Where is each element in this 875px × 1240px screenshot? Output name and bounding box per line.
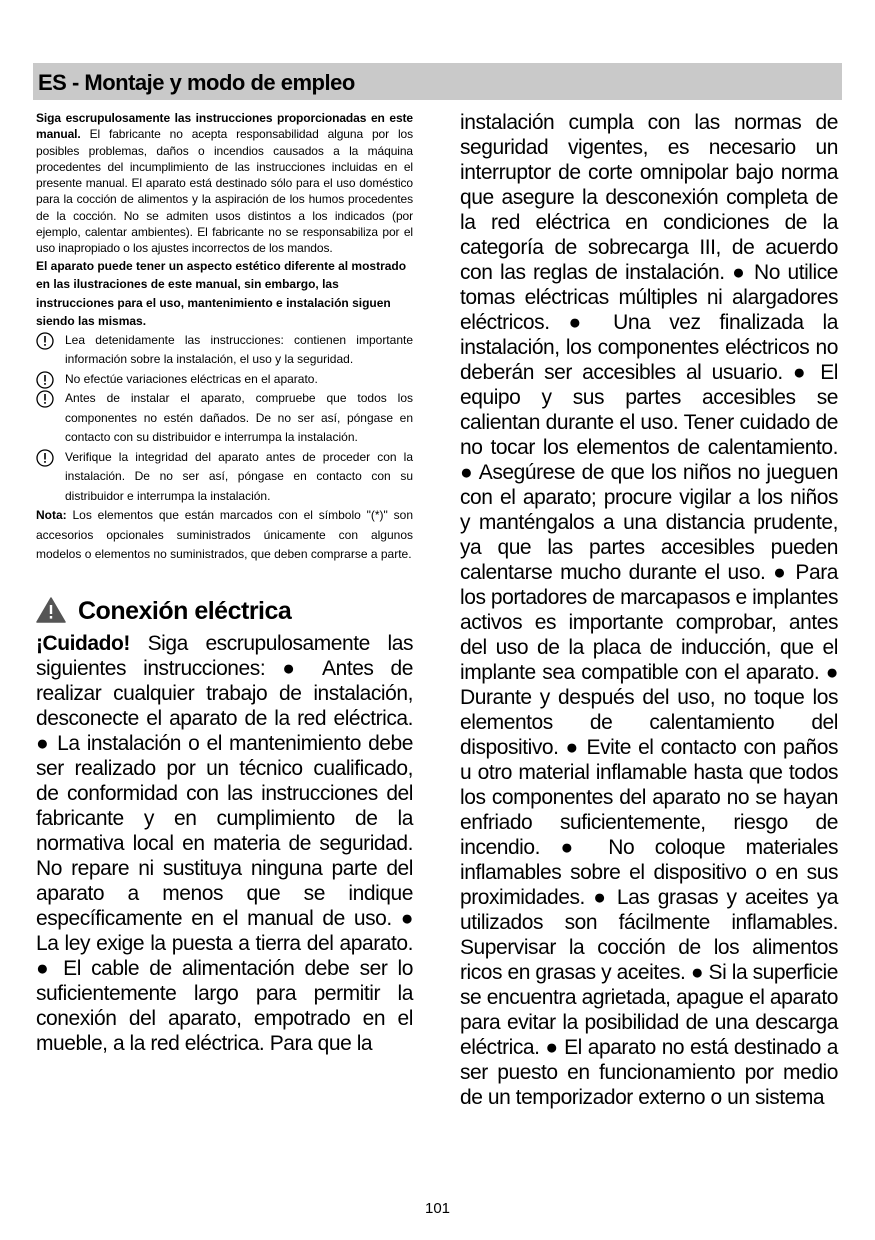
note-label: Nota: (36, 508, 67, 523)
caution-label: ¡Cuidado! (36, 631, 130, 655)
header-title: ES - Montaje y modo de empleo (38, 70, 355, 95)
note-text: Los elementos que están marcados con el símbolo "(*)" son accesorios opcionales suministrados únicamente con algunos modelos o elementos no suministrados, que deben comprarse a parte. (36, 508, 413, 562)
left-column (36, 110, 413, 1056)
intro-paragraph (36, 110, 413, 257)
warning-circle-icon (36, 332, 54, 350)
aspect-notice: El aparato puede tener un aspecto estético diferente al mostrado en las ilustraciones de este manual, sin embargo, las instrucciones para el uso, mantenimiento e instalación siguen siendo las mismas. (36, 258, 407, 329)
warning-circle-icon (36, 390, 54, 408)
warning-triangle-icon (36, 597, 66, 623)
warning-circle-icon (36, 371, 54, 389)
intro-text: El fabricante no acepta responsabilidad alguna por los posibles problemas, daños o incendios causados a la máquina procedentes del incumplimiento de las instrucciones incluidas en el presente manual. El aparato está destinado sólo para el uso doméstico para la cocción de alimentos y la aspiración de los humos procedentes de la cocción. No se admiten usos distintos a los indicados (por ejemplo, calentar ambientes). El fabricante no se responsabiliza por el uso inapropiado o los ajustes incorrectos de los mandos. (36, 127, 413, 256)
section-header (33, 63, 842, 100)
warning-item (36, 389, 413, 448)
caution-paragraph (36, 631, 413, 1056)
warning-text: Verifique la integridad del aparato antes de proceder con la instalación. De no ser así, póngase en contacto con su distribuidor e interrumpa la instalación. (65, 449, 413, 503)
section-title (36, 597, 413, 631)
caution-text: Siga escrupulosamente las siguientes instrucciones: ● Antes de realizar cualquier trabajo de instalación, desconecte el aparato de la red eléctrica. ● La instalación o el mantenimiento debe ser realizado por un técnico cualificado, de conformidad con las instrucciones del fabricante y en cumplimiento de la normativa local en materia de seguridad. No repare ni sustituya ninguna parte del aparato a menos que se indique específicamente en el manual de uso. ● La ley exige la puesta a tierra del aparato. ● El cable de alimentación debe ser lo suficientemente largo para permitir la conexión del aparato, empotrado en el mueble, a la red eléctrica. Para que la (36, 631, 413, 1055)
intro-bold: Siga escrupulosamente las instrucciones proporcionadas en este manual. (36, 111, 413, 142)
warning-item (36, 370, 413, 390)
warning-item (36, 331, 413, 370)
note-paragraph (36, 506, 413, 565)
page-number: 101 (424, 1200, 451, 1217)
warning-text: Lea detenidamente las instrucciones: contienen importante información sobre la instalación, el uso y la seguridad. (65, 332, 413, 367)
warning-text: Antes de instalar el aparato, compruebe que todos los componentes no estén dañados. De no ser así, póngase en contacto con su distribuidor e interrumpa la instalación. (65, 391, 413, 445)
right-column (460, 110, 838, 1110)
warning-text: No efectúe variaciones eléctricas en el aparato. (65, 371, 318, 386)
warning-item (36, 448, 413, 507)
right-paragraph: instalación cumpla con las normas de seguridad vigentes, es necesario un interruptor de corte omnipolar bajo norma que asegure la desconexión completa de la red eléctrica en condiciones de la categoría de sobrecarga III, de acuerdo con las reglas de instalación. ● No utilice tomas eléctricas múltiples ni alargadores eléctricos. ● Una vez finalizada la instalación, los componentes eléctricos no deberán ser accesibles al usuario. ● El equipo y sus partes accesibles se calientan durante el uso. Tener cuidado de no tocar los elementos de calentamiento. ● Asegúrese de que los niños no jueguen con el aparato; procure vigilar a los niños y manténgalos a una distancia prudente, ya que las partes accesibles pueden calentarse mucho durante el uso. ● Para los portadores de marcapasos e implantes activos es importante comprobar, antes del uso de la placa de inducción, que el implante sea compatible con el aparato. ● Durante y después del uso, no toque los elementos de calentamiento del dispositivo. ● Evite el contacto con paños u otro material inflamable hasta que todos los componentes del aparato no se hayan enfriado suficientemente, riesgo de incendio. ● No coloque materiales inflamables sobre el dispositivo o en sus proximidades. ● Las grasas y aceites ya utilizados son fácilmente inflamables. Supervisar la cocción de los alimentos ricos en grasas y aceites. ● Si la superficie se encuentra agrietada, apague el aparato para evitar la posibilidad de una descarga eléctrica. ● El aparato no está destinado a ser puesto en funcionamiento por medio de un temporizador externo o un sistema (460, 111, 838, 1109)
warning-circle-icon (36, 449, 54, 467)
section-title-text: Conexión eléctrica (78, 596, 292, 625)
